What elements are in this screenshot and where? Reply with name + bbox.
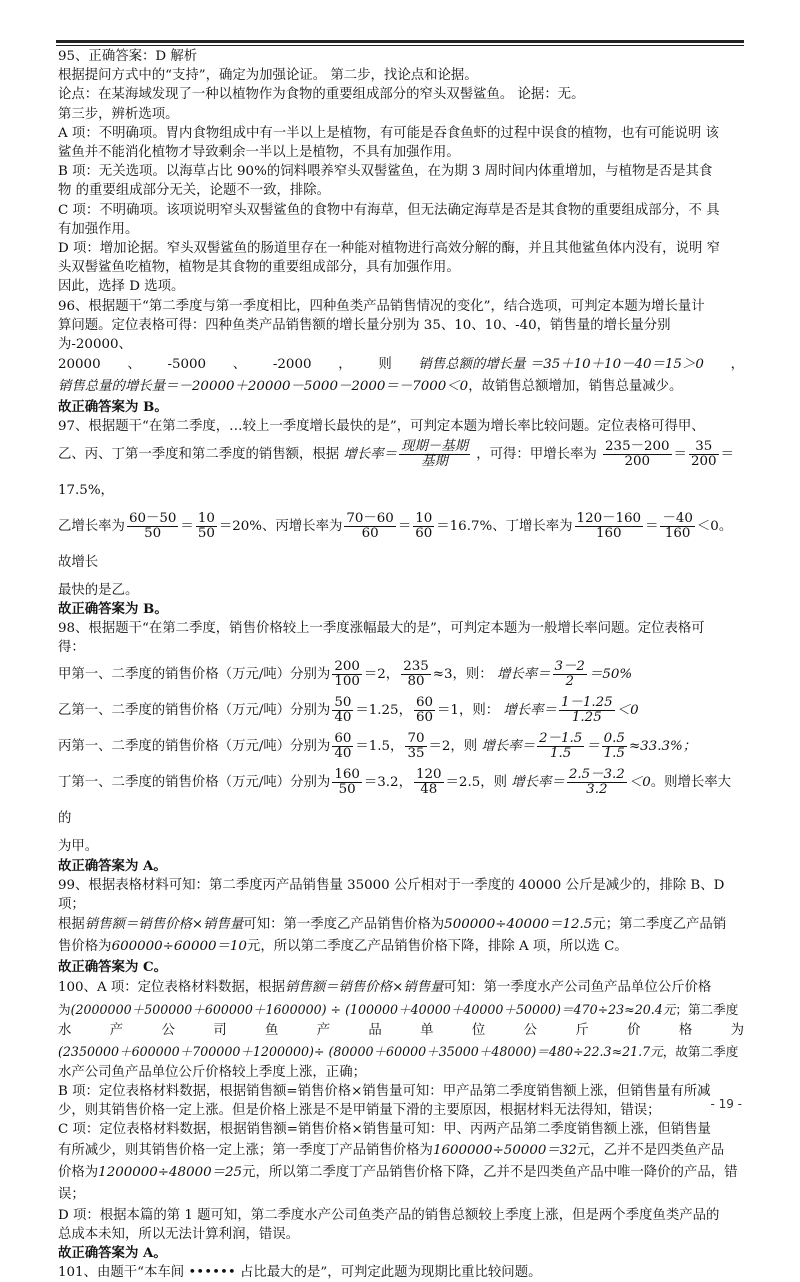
text-span: 增长率＝ xyxy=(503,703,557,719)
formula: -5000 xyxy=(167,357,207,373)
numerator: 60 xyxy=(415,695,434,711)
numerator: 10 xyxy=(197,510,215,526)
text-span: 、丁增长率为 xyxy=(492,518,573,534)
text-span: 元，所以第二季度乙产品销售价格下降，排除 A 项，所以选 C。 xyxy=(246,939,628,955)
text-line xyxy=(58,1162,744,1206)
text-line xyxy=(58,936,744,958)
text-span: 乙、丙、丁第一季度和第二季度的销售额，根据 xyxy=(58,446,340,462)
formula: ， xyxy=(730,357,744,373)
denominator: 160 xyxy=(664,525,691,541)
q95-title: 95、正确答案：D 解析 xyxy=(58,49,198,64)
fraction xyxy=(196,512,217,541)
q100-title xyxy=(58,977,744,999)
denominator: 200 xyxy=(690,453,717,469)
fraction xyxy=(127,512,178,541)
text-line: 为甲。 xyxy=(58,839,99,855)
fraction xyxy=(559,696,615,725)
fraction xyxy=(414,768,444,797)
text-line: 少，则其销售价格一定上涨。但是价格上涨是不是甲销量下滑的主要原因，根据材料无法得知，错误； xyxy=(58,1103,661,1119)
formula: 、 xyxy=(127,357,141,373)
text-line xyxy=(58,657,744,693)
numerator: 235－200 xyxy=(605,438,670,454)
fraction xyxy=(553,660,587,689)
numerator: 60 xyxy=(334,731,352,747)
text-line xyxy=(58,1041,744,1063)
text-line: 第三步，辨析选项。 xyxy=(58,106,179,122)
denominator: 60 xyxy=(415,710,434,726)
q101-title: 101、由题干“本车间 •••••• 占比最大的是”，可判定此题为现期比重比较问题。 xyxy=(58,1265,542,1281)
text-line: 得： xyxy=(58,640,85,656)
numerator: 0.5 xyxy=(603,731,625,747)
numerator: －40 xyxy=(662,510,693,526)
q99-title: 99、根据表格材料可知：第二季度丙产品销售量 35000 公斤相对于一季度的 40000 公斤是减少的，排除 B、D 项； xyxy=(58,877,725,913)
formula: 600000÷60000＝10 xyxy=(111,939,247,955)
formula: 1200000÷48000＝25 xyxy=(98,1164,243,1180)
text-line xyxy=(58,914,744,936)
numerator: 60－50 xyxy=(128,510,177,526)
text-line: 头双髻鲨鱼吃植物，植物是其食物的重要组成部分，具有加强作用。 xyxy=(58,260,460,276)
text-line: B 项：无关选项。以海草占比 90%的饲料喂养窄头双髻鲨鱼，在为期 3 周时间内体重增加，与植物是否是其食 xyxy=(58,164,713,180)
text-span: ＝50% xyxy=(588,667,633,683)
denominator: 基期 xyxy=(421,453,448,469)
denominator: 50 xyxy=(197,525,215,541)
text-line: 水产公司鱼产品单位公斤价格较上季度上涨，正确； xyxy=(58,1064,366,1080)
fraction xyxy=(413,512,434,541)
text-line xyxy=(58,354,744,376)
fraction xyxy=(332,660,362,689)
text-span: ，故销售总额增加，销售总量减少。 xyxy=(468,379,683,395)
formula: 则 xyxy=(378,357,392,373)
text-span: ，可得：甲增长率为 xyxy=(476,446,597,462)
text-span: ，故第二季度 xyxy=(662,1043,739,1059)
numerator: 235 xyxy=(403,659,429,675)
fraction xyxy=(660,512,694,541)
numerator: 70 xyxy=(407,731,425,747)
text-span: 元，乙并不是四类鱼产品 xyxy=(576,1142,725,1158)
text-span: ＝2， xyxy=(363,667,400,683)
text-span: 。则增长率大的 xyxy=(58,775,732,827)
fraction xyxy=(602,732,627,761)
numerator: 120 xyxy=(415,767,442,783)
denominator: 2 xyxy=(565,674,574,690)
text-line: 乙增长率为 $\frac{60-50}{50}$ ＝ $\frac{10}{50}$ ＝20%、丙增长率为 $\frac{70-60}{60}$ ＝ $\frac{10}{60}$ ＝16.7%、丁增长率为 $\frac{120-160}{160}$ ＝ $\frac{-40}{160}$ ＜0。故增长 xyxy=(58,510,733,570)
text-line xyxy=(58,437,744,509)
fraction xyxy=(603,440,672,469)
denominator: 80 xyxy=(407,674,425,690)
text-line: 水 产 公 司 鱼 产 品 单 位 公 斤 价 格 为 xyxy=(58,1023,744,1039)
text-span: 。故增长 xyxy=(58,518,733,570)
text-span: ＝1.25， xyxy=(355,703,412,719)
answer-line: 故正确答案为 B。 xyxy=(58,600,168,617)
text-line: 鲨鱼并不能消化植物才导致剩余一半以上是植物，不具有加强作用。 xyxy=(58,145,460,161)
fraction xyxy=(401,660,431,689)
formula xyxy=(511,767,651,798)
page-content xyxy=(58,47,744,1282)
text-line: D 项：增加论据。窄头双髻鲨鱼的肠道里存在一种能对植物进行高效分解的酶，并且其他鲨鱼体内没有，说明 窄 xyxy=(58,241,720,257)
fraction xyxy=(405,732,426,761)
answer-line: 故正确答案为 A。 xyxy=(58,857,167,874)
denominator: 35 xyxy=(407,746,425,762)
text-span: ＝2 xyxy=(428,739,451,755)
denominator: 1.25 xyxy=(571,710,602,726)
text-span: 元；第二季度乙产品销 xyxy=(592,917,727,933)
formula: -2000 xyxy=(272,357,312,373)
answer-line: 故正确答案为 A。 xyxy=(58,1244,167,1261)
text-line xyxy=(58,1140,744,1162)
text-line: 论点：在某海域发现了一种以植物作为食物的重要组成部分的窄头双髻鲨鱼。 论据：无。 xyxy=(58,87,585,103)
text-span: 丁第一、二季度的销售价格（万元/吨）分别为 xyxy=(58,775,331,791)
fraction xyxy=(332,696,353,725)
text-line: 算问题。定位表格可得：四种鱼类产品销售额的增长量分别为 35、10、10、-40，销售量的增长量分别为-20000、 xyxy=(58,317,671,353)
formula: 1600000÷50000＝32 xyxy=(432,1142,577,1158)
formula: 、 xyxy=(232,357,247,373)
text-span: ＝ xyxy=(673,446,687,462)
text-span: 增长率＝ xyxy=(511,775,565,791)
numerator: 1－1.25 xyxy=(560,695,613,711)
fraction xyxy=(414,696,435,725)
formula: 销售总量的增长量＝－20000＋20000－5000－2000＝－7000＜0 xyxy=(58,379,469,395)
text-span: ＝3.2， xyxy=(363,775,412,791)
numerator: 现期－基期 xyxy=(401,438,468,454)
denominator: 40 xyxy=(334,746,352,762)
text-span: 可知：第一季度乙产品销售价格为 xyxy=(243,917,445,933)
text-span: 为 xyxy=(58,1002,71,1018)
text-line xyxy=(58,765,744,837)
fraction xyxy=(575,512,644,541)
text-span: ≈33.3%； xyxy=(628,739,697,755)
q96-title: 96、根据题干“第二季度与第一季度相比，四种鱼类产品销售情况的变化”，结合选项，可判定本题为增长量计 xyxy=(58,298,705,314)
fraction xyxy=(332,732,353,761)
text-line: 有加强作用。 xyxy=(58,221,139,237)
text-span: 、丙增长率为 xyxy=(262,518,343,534)
text-line: 物 的重要组成部分无关，论题不一致，排除。 xyxy=(58,183,331,199)
q97-title: 97、根据题干“在第二季度，…较上一季度增长最快的是”，可判定本题为增长率比较问题。定位表格可得甲、 xyxy=(58,419,705,435)
answer-line: 故正确答案为 C。 xyxy=(58,959,168,976)
q98-title: 98、根据题干“在第二季度，销售价格较上一季度涨幅最大的是”，可判定本题为一般增长率问题。定位表格可 xyxy=(58,621,705,637)
formula: 500000÷40000＝12.5 xyxy=(444,917,593,933)
formula xyxy=(343,438,472,469)
text-span: 100、A 项：定位表格材料数据，根据 xyxy=(58,980,285,996)
formula: (2000000＋500000＋600000＋1600000) ÷ (100000＋40000＋40000＋50000)＝470÷23≈20.4元 xyxy=(70,1002,676,1018)
text-line: 最快的是乙。 xyxy=(58,582,139,598)
text-span: ，则 xyxy=(480,775,507,791)
fraction xyxy=(332,768,362,797)
text-line: 总成本未知，所以无法计算利润，错误。 xyxy=(58,1226,300,1242)
text-span: ，则： xyxy=(452,667,493,683)
text-span: 元，所以第二季度丁产品销售价格下降，乙并不是四类鱼产品中唯一降价的产品，错误； xyxy=(58,1164,738,1202)
formula: ， xyxy=(338,357,352,373)
text-span: 售价格为 xyxy=(58,939,112,955)
text-line xyxy=(58,729,744,765)
page-number: - 19 - xyxy=(710,1097,742,1111)
text-line: C 项：定位表格材料数据，根据销售额=销售价格×销售量可知：甲、丙两产品第二季度销售额上涨，但销售量 xyxy=(58,1122,711,1138)
text-span: ＜0 xyxy=(616,703,639,719)
text-line xyxy=(58,999,744,1021)
denominator: 1.5 xyxy=(549,746,572,762)
denominator: 60 xyxy=(361,525,379,541)
text-span: ，则： xyxy=(458,703,500,719)
denominator: 3.2 xyxy=(586,782,608,798)
numerator: 120－160 xyxy=(576,510,642,526)
text-span: ＝1.5， xyxy=(355,739,404,755)
denominator: 200 xyxy=(624,453,651,469)
numerator: 3－2 xyxy=(554,659,585,675)
text-span: ＝16.7% xyxy=(436,518,493,534)
text-span: 丙第一、二季度的销售价格（万元/吨）分别为 xyxy=(58,739,331,755)
formula xyxy=(481,731,697,762)
fraction xyxy=(537,732,584,761)
numerator: 200 xyxy=(334,659,360,675)
text-span: ，则 xyxy=(450,739,478,755)
denominator: 48 xyxy=(420,782,438,798)
answer-line: 故正确答案为 B。 xyxy=(58,399,168,416)
formula: (2350000＋600000＋700000＋1200000)÷ (80000＋60000＋35000＋48000)＝480÷22.3≈21.7元 xyxy=(58,1043,663,1059)
text-span: 乙增长率为 xyxy=(58,518,125,534)
header-rule-thin xyxy=(56,45,744,46)
text-span: ＝20% xyxy=(218,518,263,534)
text-line: B 项：定位表格材料数据，根据销售额=销售价格×销售量可知：甲产品第二季度销售额上涨，但销售量有所减 xyxy=(58,1083,711,1099)
text-span: ＝ xyxy=(586,739,600,755)
fraction xyxy=(344,512,395,541)
text-span: ＝1 xyxy=(437,703,459,719)
text-line: A 项：不明确项。胃内食物组成中有一半以上是植物，有可能是吞食鱼虾的过程中误食的植物，也有可能说明 该 xyxy=(58,125,719,141)
text-span: 增长率＝ xyxy=(496,667,551,683)
formula xyxy=(496,659,633,690)
numerator: 10 xyxy=(415,510,433,526)
fraction xyxy=(567,768,627,797)
text-span: 价格为 xyxy=(58,1164,99,1180)
denominator: 40 xyxy=(334,710,352,726)
text-span: 增长率＝ xyxy=(481,739,536,755)
text-span: ＝17.5%， xyxy=(58,446,734,498)
fraction xyxy=(399,440,470,469)
text-line: 因此，选择 D 选项。 xyxy=(58,279,185,295)
denominator: 60 xyxy=(415,525,433,541)
text-span: ＜0 xyxy=(696,518,719,534)
formula: 销售总额的增长量 ＝35＋10＋10－40＝15＞0 xyxy=(418,357,704,373)
text-span: ＜0 xyxy=(628,775,651,791)
text-span: ≈3 xyxy=(432,667,453,683)
numerator: 50 xyxy=(334,695,352,711)
text-line xyxy=(58,693,744,729)
text-span: 有所减少，则其销售价格一定上涨；第一季度丁产品销售价格为 xyxy=(58,1142,433,1158)
text-span: 甲第一、二季度的销售价格（万元/吨）分别为 xyxy=(58,667,331,683)
text-span: 可知：第一季度水产公司鱼产品单位公斤价格 xyxy=(443,980,712,996)
denominator: 1.5 xyxy=(603,746,625,762)
numerator: 160 xyxy=(334,767,360,783)
text-line: D 项：根据本篇的第 1 题可知，第二季度水产公司鱼类产品的销售总额较上季度上涨，但是两个季度鱼类产品的 xyxy=(58,1207,720,1223)
denominator: 50 xyxy=(338,782,356,798)
denominator: 160 xyxy=(596,525,622,541)
text-span: ＝2.5 xyxy=(445,775,481,791)
text-line xyxy=(58,376,744,398)
text-span: 根据 xyxy=(58,917,85,933)
text-span: 增长率＝ xyxy=(343,446,398,462)
numerator: 2－1.5 xyxy=(539,731,583,747)
denominator: 50 xyxy=(144,525,162,541)
numerator: 70－60 xyxy=(346,510,394,526)
fraction xyxy=(689,440,719,469)
header-rule-thick xyxy=(56,40,744,43)
formula: 销售额＝销售价格×销售量 xyxy=(284,980,444,996)
formula: 销售额＝销售价格×销售量 xyxy=(84,917,244,933)
text-span: ；第二季度 xyxy=(675,1002,739,1018)
numerator: 2.5－3.2 xyxy=(568,767,625,783)
formula: 20000 xyxy=(58,357,101,373)
formula xyxy=(503,695,639,726)
text-line: C 项：不明确项。该项说明窄头双髻鲨鱼的食物中有海草，但无法确定海草是否是其食物的重要组成部分，不 具 xyxy=(58,202,720,218)
text-span: 乙第一、二季度的销售价格（万元/吨）分别为 xyxy=(58,703,331,719)
denominator: 100 xyxy=(334,674,360,690)
numerator: 35 xyxy=(689,440,719,455)
text-line: 根据提问方式中的“支持”，确定为加强论证。 第二步，找论点和论据。 xyxy=(58,68,478,84)
